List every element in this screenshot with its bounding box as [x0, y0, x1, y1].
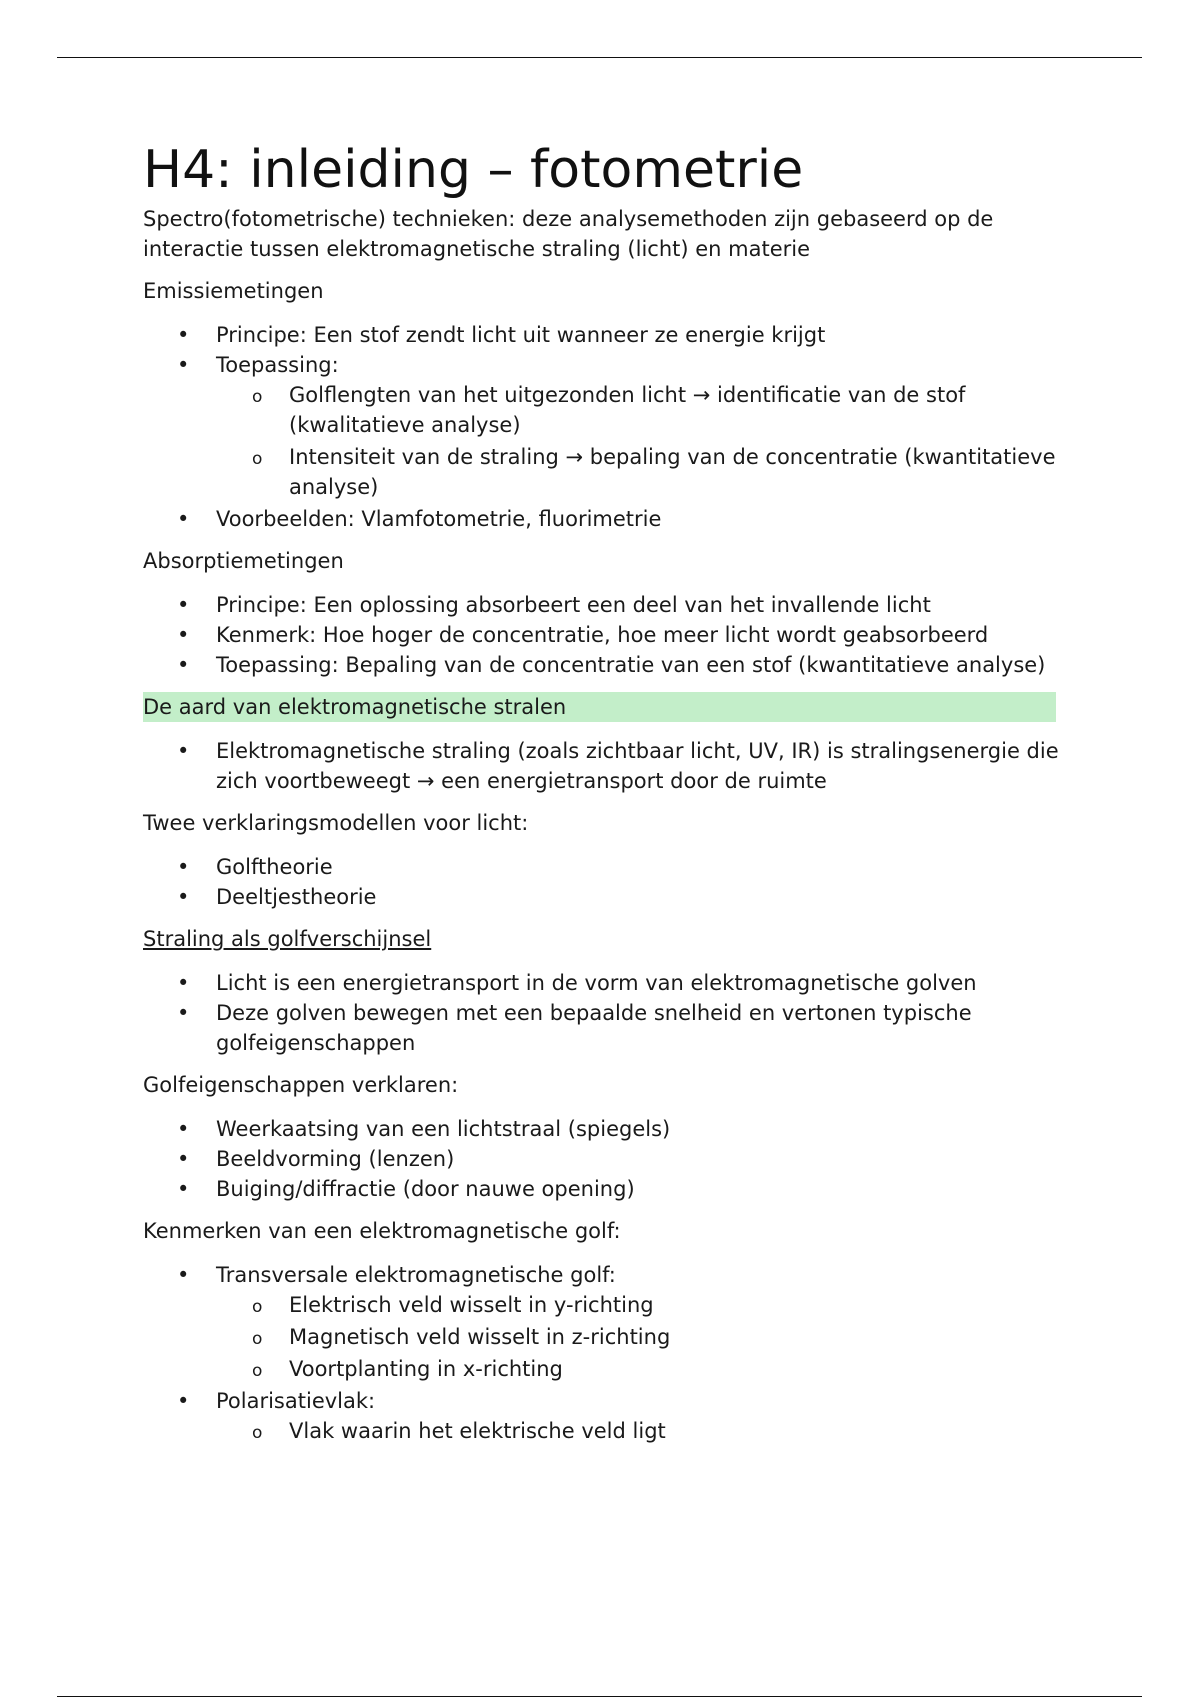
list-item: • Weerkaatsing van een lichtstraal (spiegels): [143, 1114, 1063, 1144]
sublist-item: o Intensiteit van de straling → bepaling van de concentratie (kwantitatieve analyse): [216, 442, 1063, 502]
top-rule: [57, 57, 1142, 58]
page-title: H4: inleiding – fotometrie: [143, 140, 804, 200]
list-item: • Elektromagnetische straling (zoals zichtbaar licht, UV, IR) is stralingsenergie die zich voortbeweegt → een energietransport door de ruimte: [143, 736, 1063, 796]
list-item: • Licht is een energietransport in de vorm van elektromagnetische golven: [143, 968, 1063, 998]
list-item-label: Toepassing:: [216, 353, 339, 377]
list-item: • Beeldvorming (lenzen): [143, 1144, 1063, 1174]
toepassing-sublist: [216, 380, 1063, 502]
list-item: • Principe: Een oplossing absorbeert een deel van het invallende licht: [143, 590, 1063, 620]
modellen-heading: Twee verklaringsmodellen voor licht:: [143, 811, 529, 835]
sublist-item: o Vlak waarin het elektrische veld ligt: [216, 1416, 1063, 1446]
document-page: [143, 138, 1063, 1458]
sublist-item: o Voortplanting in x-richting: [216, 1354, 1063, 1384]
list-item: [143, 350, 1063, 502]
list-item: • Golftheorie: [143, 852, 1063, 882]
aard-list: [143, 736, 1063, 796]
list-item: • Deze golven bewegen met een bepaalde snelheid en vertonen typische golfeigenschappen: [143, 998, 1063, 1058]
list-item-label: Polarisatievlak:: [216, 1389, 376, 1413]
highlighted-heading: De aard van elektromagnetische stralen: [143, 692, 1056, 722]
bottom-rule: [57, 1696, 1142, 1697]
golfverschijnsel-list: [143, 968, 1063, 1058]
kenmerken-list: [143, 1260, 1063, 1446]
polarisatie-sublist: [216, 1416, 1063, 1446]
sublist-item: o Magnetisch veld wisselt in z-richting: [216, 1322, 1063, 1352]
golfeigenschappen-list: [143, 1114, 1063, 1204]
list-item: • Voorbeelden: Vlamfotometrie, fluorimetrie: [143, 504, 1063, 534]
list-item: [143, 1386, 1063, 1446]
absorptie-heading: Absorptiemetingen: [143, 549, 344, 573]
list-item: • Kenmerk: Hoe hoger de concentratie, hoe meer licht wordt geabsorbeerd: [143, 620, 1063, 650]
emissie-list: [143, 320, 1063, 534]
absorptie-list: [143, 590, 1063, 680]
kenmerken-heading: Kenmerken van een elektromagnetische golf:: [143, 1219, 621, 1243]
list-item: • Buiging/diffractie (door nauwe opening): [143, 1174, 1063, 1204]
sublist-item: o Golflengten van het uitgezonden licht → identificatie van de stof (kwalitatieve analyse): [216, 380, 1063, 440]
list-item-label: Transversale elektromagnetische golf:: [216, 1263, 616, 1287]
golfeigenschappen-heading: Golfeigenschappen verklaren:: [143, 1073, 459, 1097]
golfverschijnsel-heading: Straling als golfverschijnsel: [143, 927, 432, 951]
transversaal-sublist: [216, 1290, 1063, 1384]
list-item: • Toepassing: Bepaling van de concentratie van een stof (kwantitatieve analyse): [143, 650, 1063, 680]
intro-paragraph: Spectro(fotometrische) technieken: deze analysemethoden zijn gebaseerd op de interactie tussen elektromagnetische straling (licht) en materie: [143, 207, 994, 261]
list-item: • Principe: Een stof zendt licht uit wanneer ze energie krijgt: [143, 320, 1063, 350]
list-item: [143, 1260, 1063, 1384]
modellen-list: [143, 852, 1063, 912]
list-item: • Deeltjestheorie: [143, 882, 1063, 912]
emissie-heading: Emissiemetingen: [143, 279, 324, 303]
sublist-item: o Elektrisch veld wisselt in y-richting: [216, 1290, 1063, 1320]
aard-heading: [143, 692, 1063, 722]
